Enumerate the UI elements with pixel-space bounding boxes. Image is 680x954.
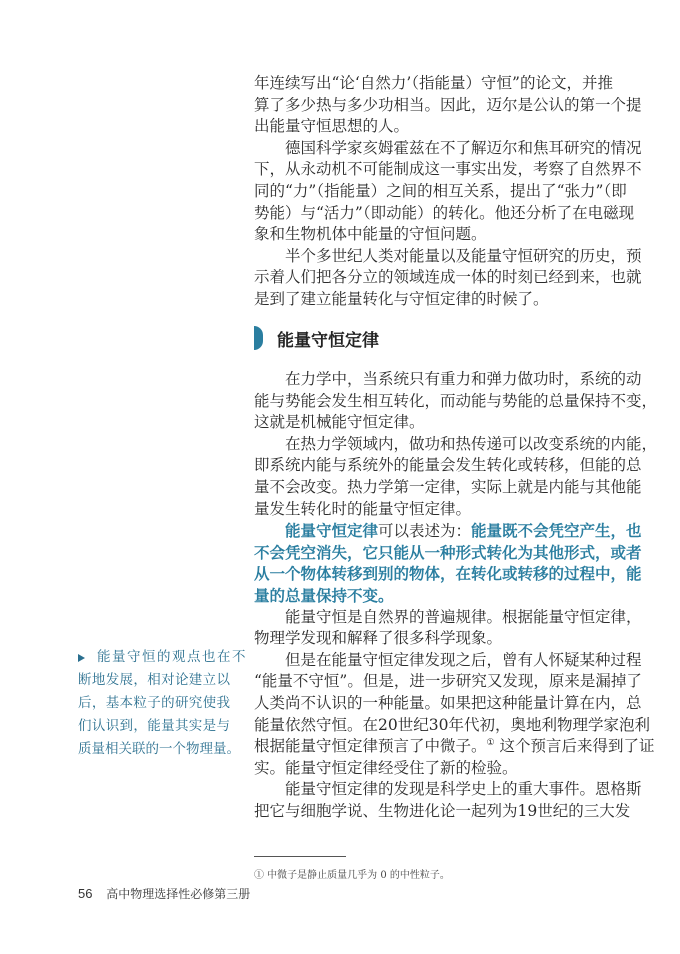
law-statement-line <box>254 520 642 542</box>
paragraph-line: 物理学发现和解释了很多科学现象。 <box>254 629 503 648</box>
paragraph-line: 势能）与“活力”（即动能）的转化。他还分析了在电磁现 <box>254 203 635 222</box>
side-note-text: 能量守恒的观点也在不 <box>97 649 247 665</box>
footnote: ① 中微子是静止质量几乎为 0 的中性粒子。 <box>254 870 450 881</box>
law-connector: 可以表述为： <box>378 522 472 541</box>
paragraph-line: 在力学中，当系统只有重力和弹力做功时，系统的动 <box>285 370 642 388</box>
paragraph-line: 把它与细胞学说、生物进化论一起列为19世纪的三大发 <box>254 801 631 820</box>
paragraph-line: 即系统内能与系统外的能量会发生转化或转移，但能的总 <box>254 456 642 475</box>
paragraph-line: 能与势能会发生相互转化，而动能与势能的总量保持不变， <box>254 391 658 410</box>
side-note <box>78 646 247 761</box>
page-footer <box>78 885 250 902</box>
paragraph-line: 出能量守恒思想的人。 <box>254 117 410 136</box>
book-title: 高中物理选择性必修第三册 <box>106 887 251 901</box>
paragraph-line: 不会凭空消失，它只能从一种形式转化为其他形式，或者 <box>254 542 642 562</box>
text-span: 这个预言后来得到了证 <box>494 737 655 756</box>
paragraph-line: 象和生物机体中能量的守恒问题。 <box>254 225 487 244</box>
side-note-line: 质量相关联的一个物理量。 <box>78 741 240 757</box>
side-note-line: 后，基本粒子的研究使我 <box>78 695 230 711</box>
paragraph-line: 在热力学领域内，做功和热传递可以改变系统的内能， <box>285 434 658 453</box>
paragraph-line: 但是在能量守恒定律发现之后，曾有人怀疑某种过程 <box>285 650 642 669</box>
body-text-section-2 <box>254 369 658 822</box>
text-span: 根据能量守恒定律预言了中微子。 <box>254 737 487 756</box>
paragraph-line: 量的总量保持不变。 <box>254 585 394 605</box>
law-term: 能量守恒定律 <box>285 521 379 541</box>
paragraph-line: 能量依然守恒。在20世纪30年代初，奥地利物理学家泡利 <box>254 715 650 734</box>
paragraph-line: 能量守恒定律的发现是科学史上的重大事件。恩格斯 <box>285 780 642 799</box>
paragraph-line: 半个多世纪人类对能量以及能量守恒研究的历史，预 <box>285 246 642 265</box>
paragraph-line: 同的“力”（指能量）之间的相互关系，提出了“张力”（即 <box>254 181 627 200</box>
paragraph-line: 能量守恒是自然界的普遍规律。根据能量守恒定律， <box>285 607 642 626</box>
paragraph-line: 这就是机械能守恒定律。 <box>254 413 425 432</box>
side-note-line <box>78 646 247 669</box>
paragraph-line <box>254 736 655 758</box>
paragraph-line: 下，从永动机不可能制成这一事实出发，考察了自然界不 <box>254 160 642 179</box>
paragraph-line: 是到了建立能量转化与守恒定律的时候了。 <box>254 289 549 308</box>
footnote-ref[interactable]: ① <box>486 737 495 748</box>
paragraph-line: 示着人们把各分立的领域连成一体的时刻已经到来，也就 <box>254 268 642 287</box>
paragraph <box>254 246 642 311</box>
paragraph-line: 从一个物体转移到别的物体，在转化或转移的过程中，能 <box>254 564 642 584</box>
law-statement-start: 能量既不会凭空产生，也 <box>471 521 642 541</box>
footnote-divider <box>254 856 346 857</box>
paragraph <box>254 73 642 138</box>
body-text-section-1 <box>254 73 642 311</box>
paragraph-line: 量发生转化时的能量守恒定律。 <box>254 499 472 518</box>
paragraph <box>254 138 642 246</box>
triangle-marker-icon <box>78 654 85 662</box>
section-heading <box>254 326 379 350</box>
paragraph-line: 量不会改变。热力学第一定律，实际上就是内能与其他能 <box>254 477 642 496</box>
paragraph-line: 算了多少热与多少功相当。因此，迈尔是公认的第一个提 <box>254 95 642 114</box>
paragraph-line: “能量不守恒”。但是，进一步研究又发现，原来是漏掉了 <box>254 672 642 691</box>
side-note-line: 断地发展，相对论建立以 <box>78 672 230 688</box>
paragraph-line: 年连续写出“论‘自然力’（指能量）守恒”的论文，并推 <box>254 74 613 92</box>
page-number: 56 <box>78 886 93 901</box>
side-note-line: 们认识到，能量其实是与 <box>78 718 230 734</box>
paragraph-line: 人类尚不认识的一种能量。如果把这种能量计算在内，总 <box>254 693 642 712</box>
section-heading-text: 能量守恒定律 <box>277 330 379 351</box>
heading-marker-icon <box>254 326 263 350</box>
paragraph-line: 德国科学家亥姆霍兹在不了解迈尔和焦耳研究的情况 <box>285 138 642 157</box>
paragraph-line: 实。能量守恒定律经受住了新的检验。 <box>254 758 518 777</box>
